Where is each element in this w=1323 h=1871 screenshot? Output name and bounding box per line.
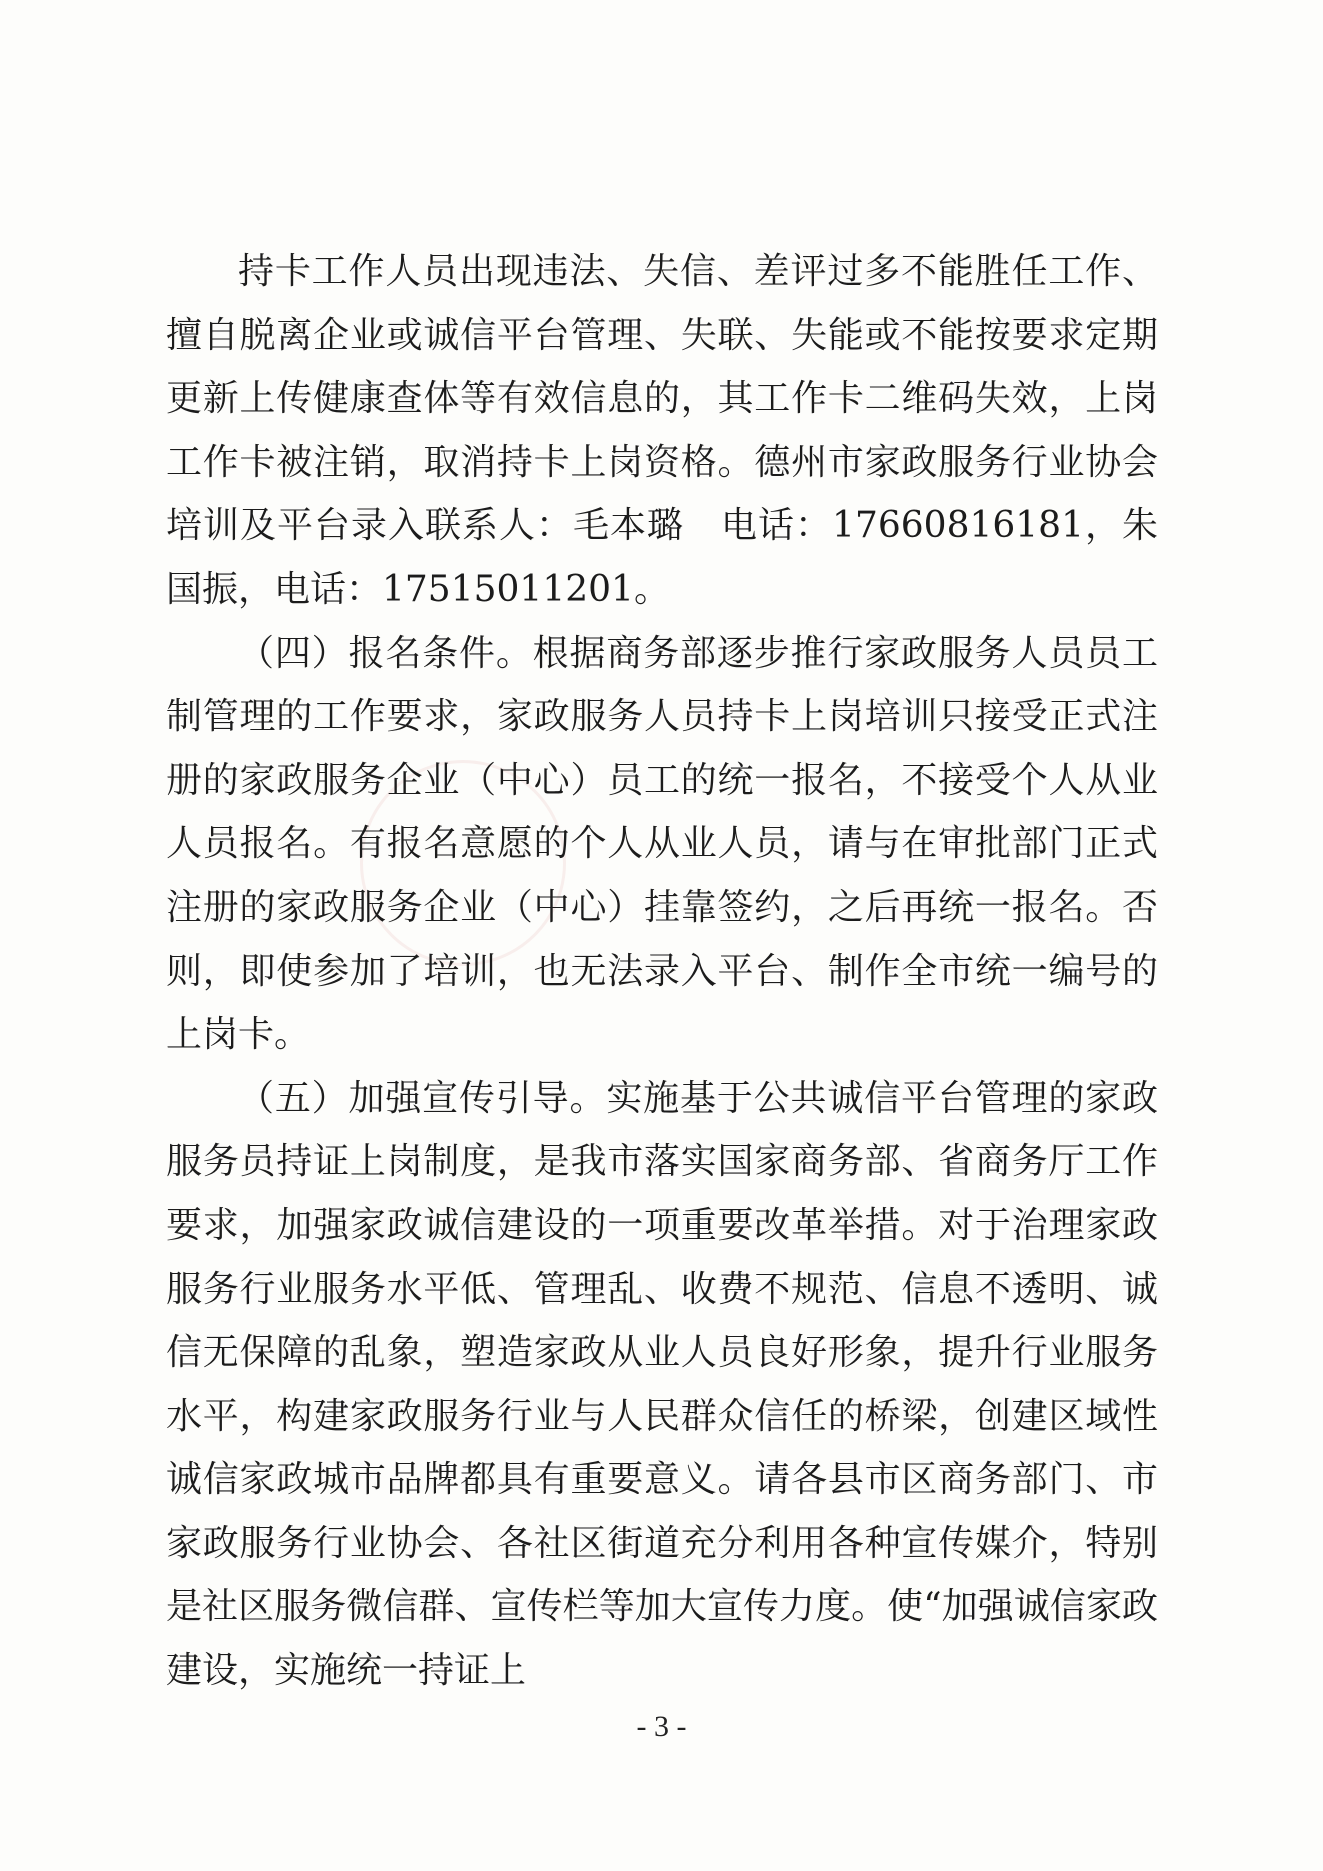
paragraph-card-revocation: 持卡工作人员出现违法、失信、差评过多不能胜任工作、擅自脱离企业或诚信平台管理、失联、失能或不能按要求定期更新上传健康查体等有效信息的，其工作卡二维码失效，上岗工作卡被注销，取消持卡上岗资格。德州市家政服务行业协会培训及平台录入联系人：毛本璐 电话：17660816181，朱国振，电话：17515011201。 [166, 251, 1158, 610]
page-number: - 3 - [636, 1710, 687, 1743]
document-body [166, 240, 1158, 1703]
paragraph-registration-conditions: （四）报名条件。根据商务部逐步推行家政服务人员员工制管理的工作要求，家政服务人员持卡上岗培训只接受正式注册的家政服务企业（中心）员工的统一报名，不接受个人从业人员报名。有报名意愿的个人从业人员，请与在审批部门正式注册的家政服务企业（中心）挂靠签约，之后再统一报名。否则，即使参加了培训，也无法录入平台、制作全市统一编号的上岗卡。 [166, 632, 1158, 1056]
paragraph-publicity-guidance: （五）加强宣传引导。实施基于公共诚信平台管理的家政服务员持证上岗制度，是我市落实国家商务部、省商务厅工作要求，加强家政诚信建设的一项重要改革举措。对于治理家政服务行业服务水平低、管理乱、收费不规范、信息不透明、诚信无保障的乱象，塑造家政从业人员良好形象，提升行业服务水平，构建家政服务行业与人民群众信任的桥梁，创建区域性诚信家政城市品牌都具有重要意义。请各县市区商务部门、市家政服务行业协会、各社区街道充分利用各种宣传媒介，特别是社区服务微信群、宣传栏等加大宣传力度。使“加强诚信家政建设，实施统一持证上 [166, 1077, 1158, 1692]
